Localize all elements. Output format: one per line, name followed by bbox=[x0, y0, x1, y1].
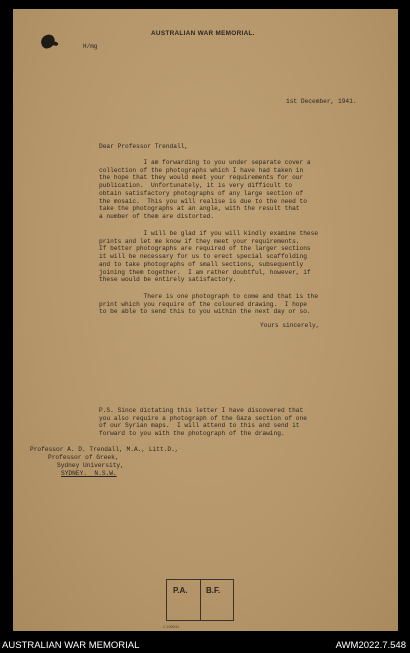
paragraph-2: I will be glad if you will kindly examine these prints and let me know if they meet your requirements. If better photographs are required of the larger sections it will be necessary for us to erect special scaffolding and to take photographs of small sections, subsequently joining them together. I am rather doubtful, however, if these would be entirely satisfactory. bbox=[99, 230, 319, 284]
stamp-bf: B.F. bbox=[206, 586, 221, 595]
paragraph-3: There is one photograph to come and that is the print which you require of the coloured drawing. I hope to be able to send this to you within the next day or so. bbox=[99, 293, 319, 316]
address-line-2: Professor of Greek, bbox=[48, 454, 119, 461]
letter-page bbox=[13, 9, 398, 631]
office-stamp bbox=[166, 579, 234, 621]
address-line-1: Professor A. D. Trendall, M.A., Litt.D., bbox=[30, 446, 179, 453]
letterhead: AUSTRALIAN WAR MEMORIAL. bbox=[151, 30, 255, 37]
printer-mark: C.1000/41 bbox=[163, 625, 180, 629]
address-line-3: Sydney University, bbox=[57, 462, 124, 469]
footer-institution: AUSTRALIAN WAR MEMORIAL bbox=[2, 640, 140, 651]
footer-accession-number: AWM2022.7.548 bbox=[335, 640, 406, 651]
letter-date: 1st December, 1941. bbox=[286, 98, 357, 105]
salutation: Dear Professor Trendall, bbox=[99, 143, 189, 150]
ink-blot bbox=[39, 33, 57, 50]
closing: Yours sincerely, bbox=[260, 322, 320, 329]
address-line-4: SYDNEY. N.S.W. bbox=[61, 470, 117, 477]
paragraph-1: I am forwarding to you under separate cover a collection of the photographs which I have had taken in the hope that they would meet your requirements for our publication. Unfortunately, it is very difficult to obtain satisfactory photographs of any large section of the mosaic. This you will realise is due to the need to take the photographs at an angle, with the result that a number of them are distorted. bbox=[99, 159, 311, 220]
stamp-pa: P.A. bbox=[173, 586, 188, 595]
postscript: P.S. Since dictating this letter I have discovered that you also require a photograph of the Gaza section of one of our Syrian maps. I will attend to this and send it forward to you with the photograph of the drawing. bbox=[99, 407, 307, 438]
reference-code: H/mg bbox=[83, 43, 98, 50]
